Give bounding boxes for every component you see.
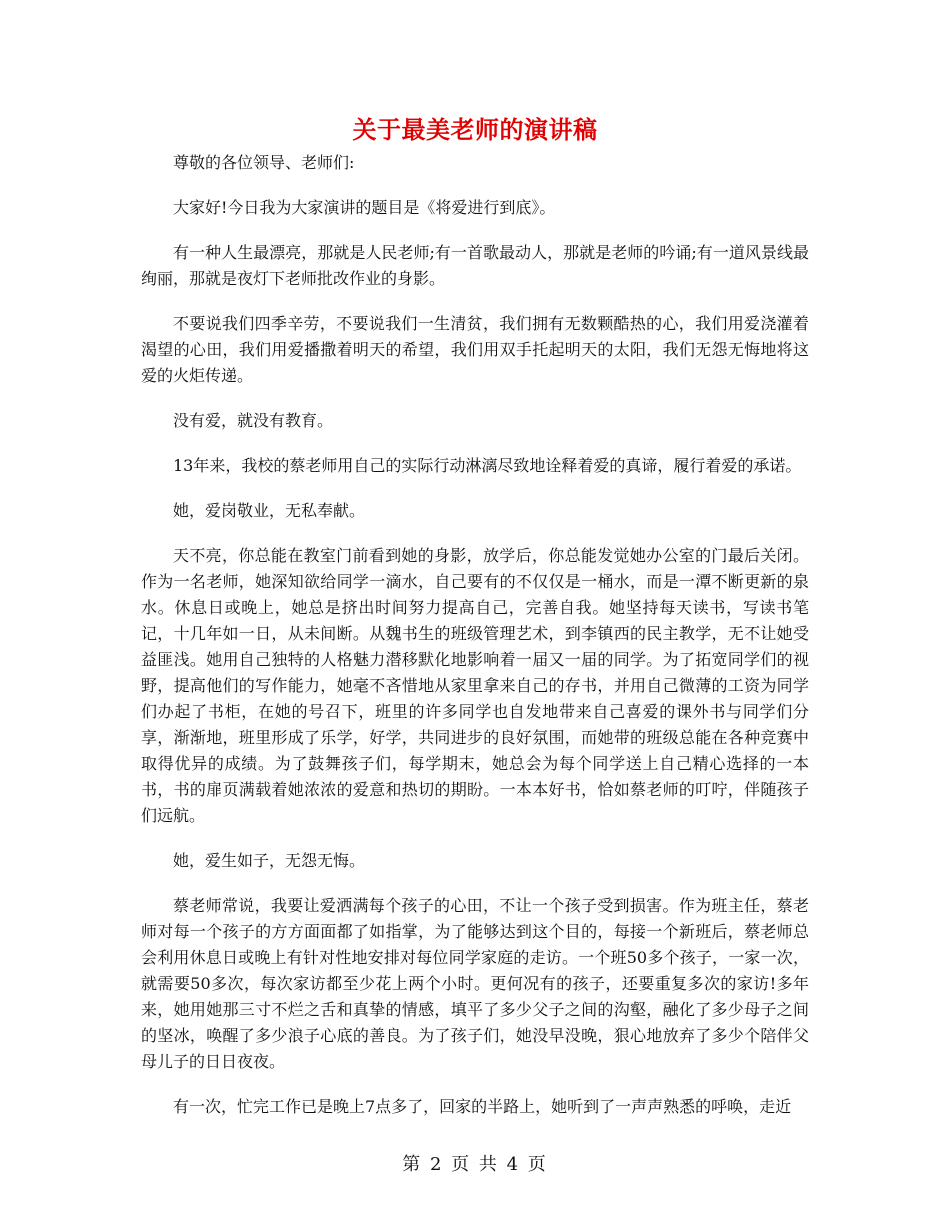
paragraph: 大家好!今日我为大家演讲的题目是《将爱进行到底》。 (173, 198, 556, 217)
paragraph: 她，爱岗敬业，无私奉献。 (173, 501, 366, 520)
page-number-footer: 第 2 页 共 4 页 (402, 1154, 548, 1175)
paragraph: 没有爱，就没有教育。 (173, 411, 334, 430)
paragraph: 天不亮，你总能在教室门前看到她的身影，放学后，你总能发觉她办公室的门最后关闭。作为一名老师，她深知欲给同学一滴水，自己要有的不仅仅是一桶水，而是一潭不断更新的泉水。休息日或晚上，她总是挤出时间努力提高自己，完善自我。她坚持每天读书，写读书笔记，十几年如一日，从未间断。从魏书生的班级管理艺术，到李镇西的民主教学，无不让她受益匪浅。她用自己独特的人格魅力潜移默化地影响着一届又一届的同学。为了拓宽同学们的视野，提高他们的写作能力，她毫不吝惜地从家里拿来自己的存书，并用自己微薄的工资为同学们办起了书柜，在她的号召下，班里的许多同学也自发地带来自己喜爱的课外书与同学们分享，渐渐地，班里形成了乐学，好学，共同进步的良好氛围，而她带的班级总能在各种竞赛中取得优异的成绩。为了鼓舞孩子们，每学期末，她总会为每个同学送上自己精心选择的一本书，书的扉页满载着她浓浓的爱意和热切的期盼。一本本好书，恰如蔡老师的叮咛，伴随孩子们远航。 (141, 546, 809, 825)
paragraph: 她，爱生如子，无怨无悔。 (173, 851, 366, 870)
document-body (141, 150, 809, 1139)
paragraph: 尊敬的各位领导、老师们: (173, 153, 355, 172)
document-title: 关于最美老师的演讲稿 (352, 115, 598, 144)
paragraph: 不要说我们四季辛劳，不要说我们一生清贫，我们拥有无数颗酷热的心，我们用爱浇灌着渴望的心田，我们用爱播撒着明天的希望，我们用双手托起明天的太阳，我们无怨无悔地将这爱的火炬传递。 (141, 314, 809, 385)
paragraph: 有一种人生最漂亮，那就是人民老师;有一首歌最动人，那就是老师的吟诵;有一道风景线最绚丽，那就是夜灯下老师批改作业的身影。 (141, 243, 809, 288)
paragraph: 蔡老师常说，我要让爱洒满每个孩子的心田，不让一个孩子受到损害。作为班主任，蔡老师对每一个孩子的方方面面都了如指掌，为了能够达到这个目的，每接一个新班后，蔡老师总会利用休息日或晚上有针对性地安排对每位同学家庭的走访。一个班50多个孩子，一家一次，就需要50多次，每次家访都至少花上两个小时。更何况有的孩子，还要重复多次的家访!多年来，她用她那三寸不烂之舌和真挚的情感，填平了多少父子之间的沟壑，融化了多少母子之间的坚冰，唤醒了多少浪子心底的善良。为了孩子们，她没早没晚，狠心地放弃了多少个陪伴父母儿子的日日夜夜。 (141, 896, 809, 1071)
paragraph: 13年来，我校的蔡老师用自己的实际行动淋漓尽致地诠释着爱的真谛，履行着爱的承诺。 (173, 456, 802, 475)
paragraph: 有一次，忙完工作已是晚上7点多了，回家的半路上，她听到了一声声熟悉的呼唤，走近 (173, 1097, 792, 1116)
